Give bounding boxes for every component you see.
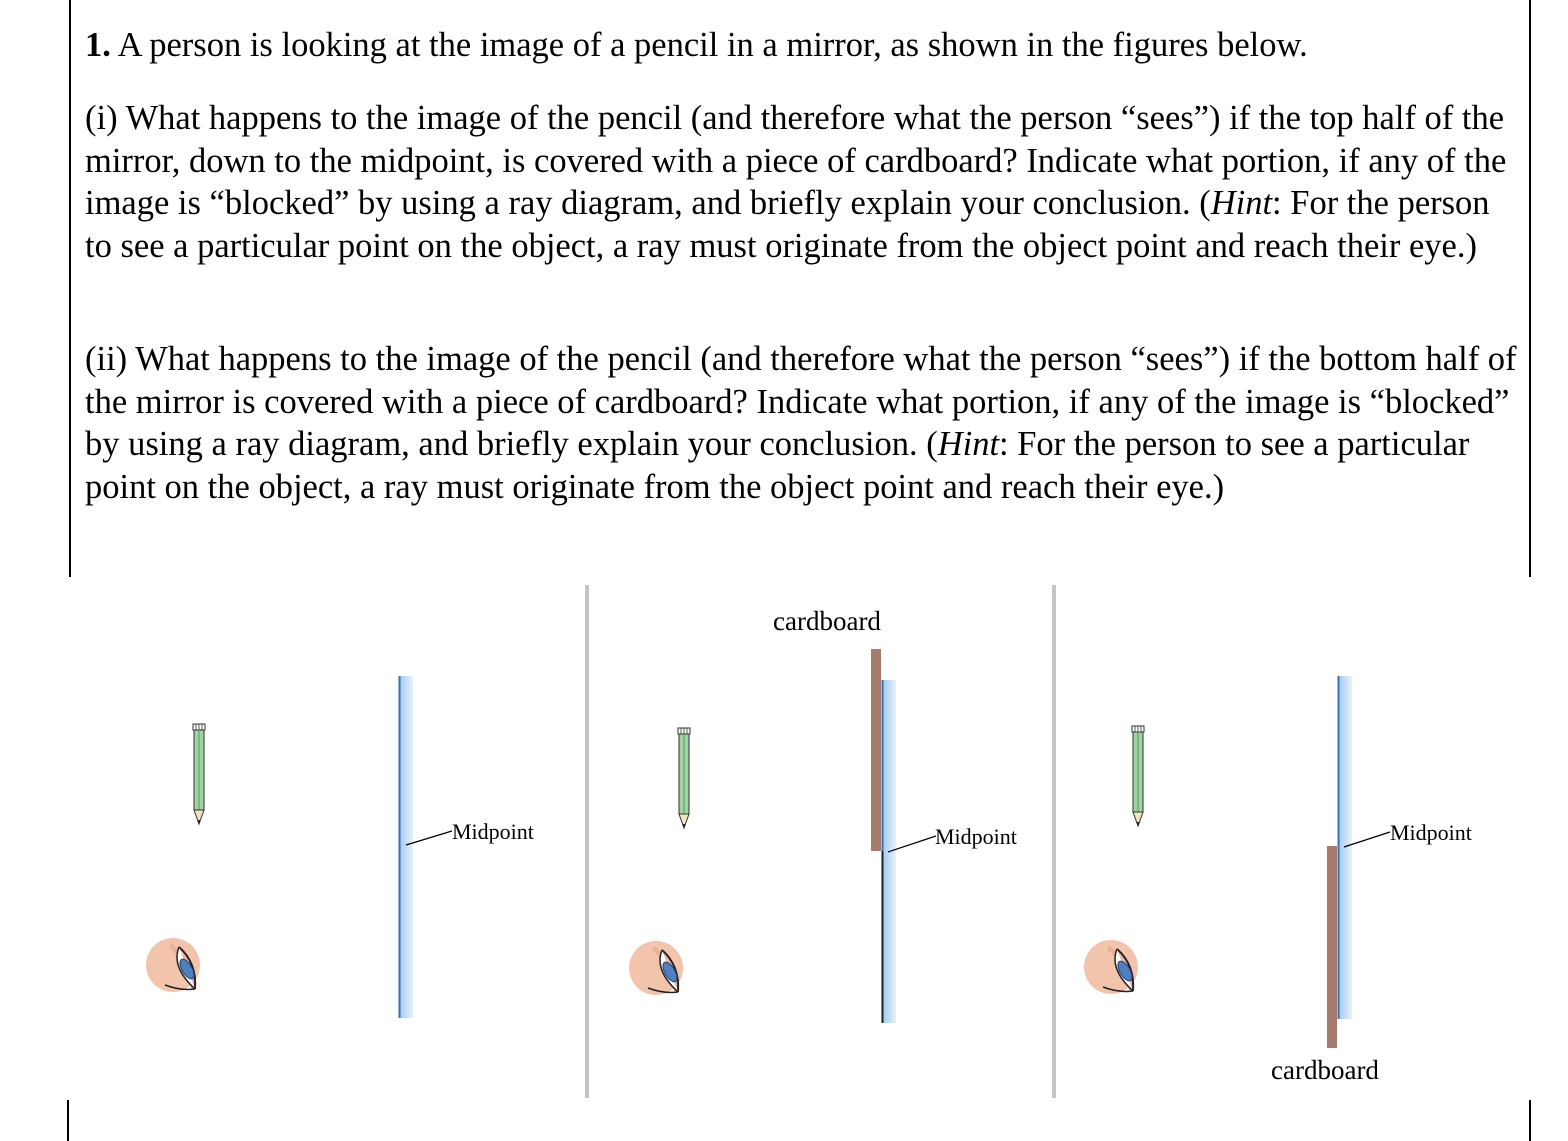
cardboard-label-top: cardboard	[773, 606, 881, 636]
pencil-icon	[1132, 726, 1144, 827]
part1-hint-word: Hint	[1210, 184, 1273, 222]
eye-icon	[146, 938, 200, 992]
midpoint-label: Midpoint	[1390, 820, 1472, 845]
mirror	[399, 676, 413, 1018]
question-intro: A person is looking at the image of a pencil in a mirror, as shown in the figures below.	[117, 26, 1308, 64]
cardboard-top	[871, 649, 881, 851]
figure-panel-3	[1084, 676, 1472, 1085]
figure-panel-1	[146, 676, 534, 1018]
cardboard-bottom	[1327, 846, 1337, 1048]
pencil-icon	[193, 724, 205, 825]
part2-lead: (ii) What happens to the image of the pencil (and therefore what the person “sees”) if the bottom half of the mirror is covered with a piece of cardboard? Indicate what portion, if any of the image is “blocked” by using a ray diagram, and briefly explain your conclusion. (	[85, 340, 1517, 463]
eye-icon	[629, 941, 683, 995]
part1-lead: (i) What happens to the image of the pencil (and therefore what the person “sees”) if the top half of the mirror, down to the midpoint, is covered with a piece of cardboard? Indicate what portion, if any of the image is “blocked” by using a ray diagram, and briefly explain your conclusion. (	[85, 99, 1507, 222]
cardboard-label-bottom: cardboard	[1271, 1055, 1379, 1085]
midpoint-label: Midpoint	[452, 819, 534, 844]
part1-rest: : For the person to see a particular point on the object, a ray must originate from the object point and reach their eye.)	[85, 184, 1490, 265]
figure-panel-2	[629, 606, 1017, 1023]
part2-hint-word: Hint	[937, 425, 1000, 463]
mirror	[1338, 676, 1352, 1019]
midpoint-label: Midpoint	[935, 824, 1017, 849]
question-number: 1.	[85, 26, 111, 64]
pencil-icon	[678, 728, 690, 829]
eye-icon	[1084, 940, 1138, 994]
part2-rest: : For the person to see a particular point on the object, a ray must originate from the object point and reach their eye.)	[85, 425, 1470, 506]
